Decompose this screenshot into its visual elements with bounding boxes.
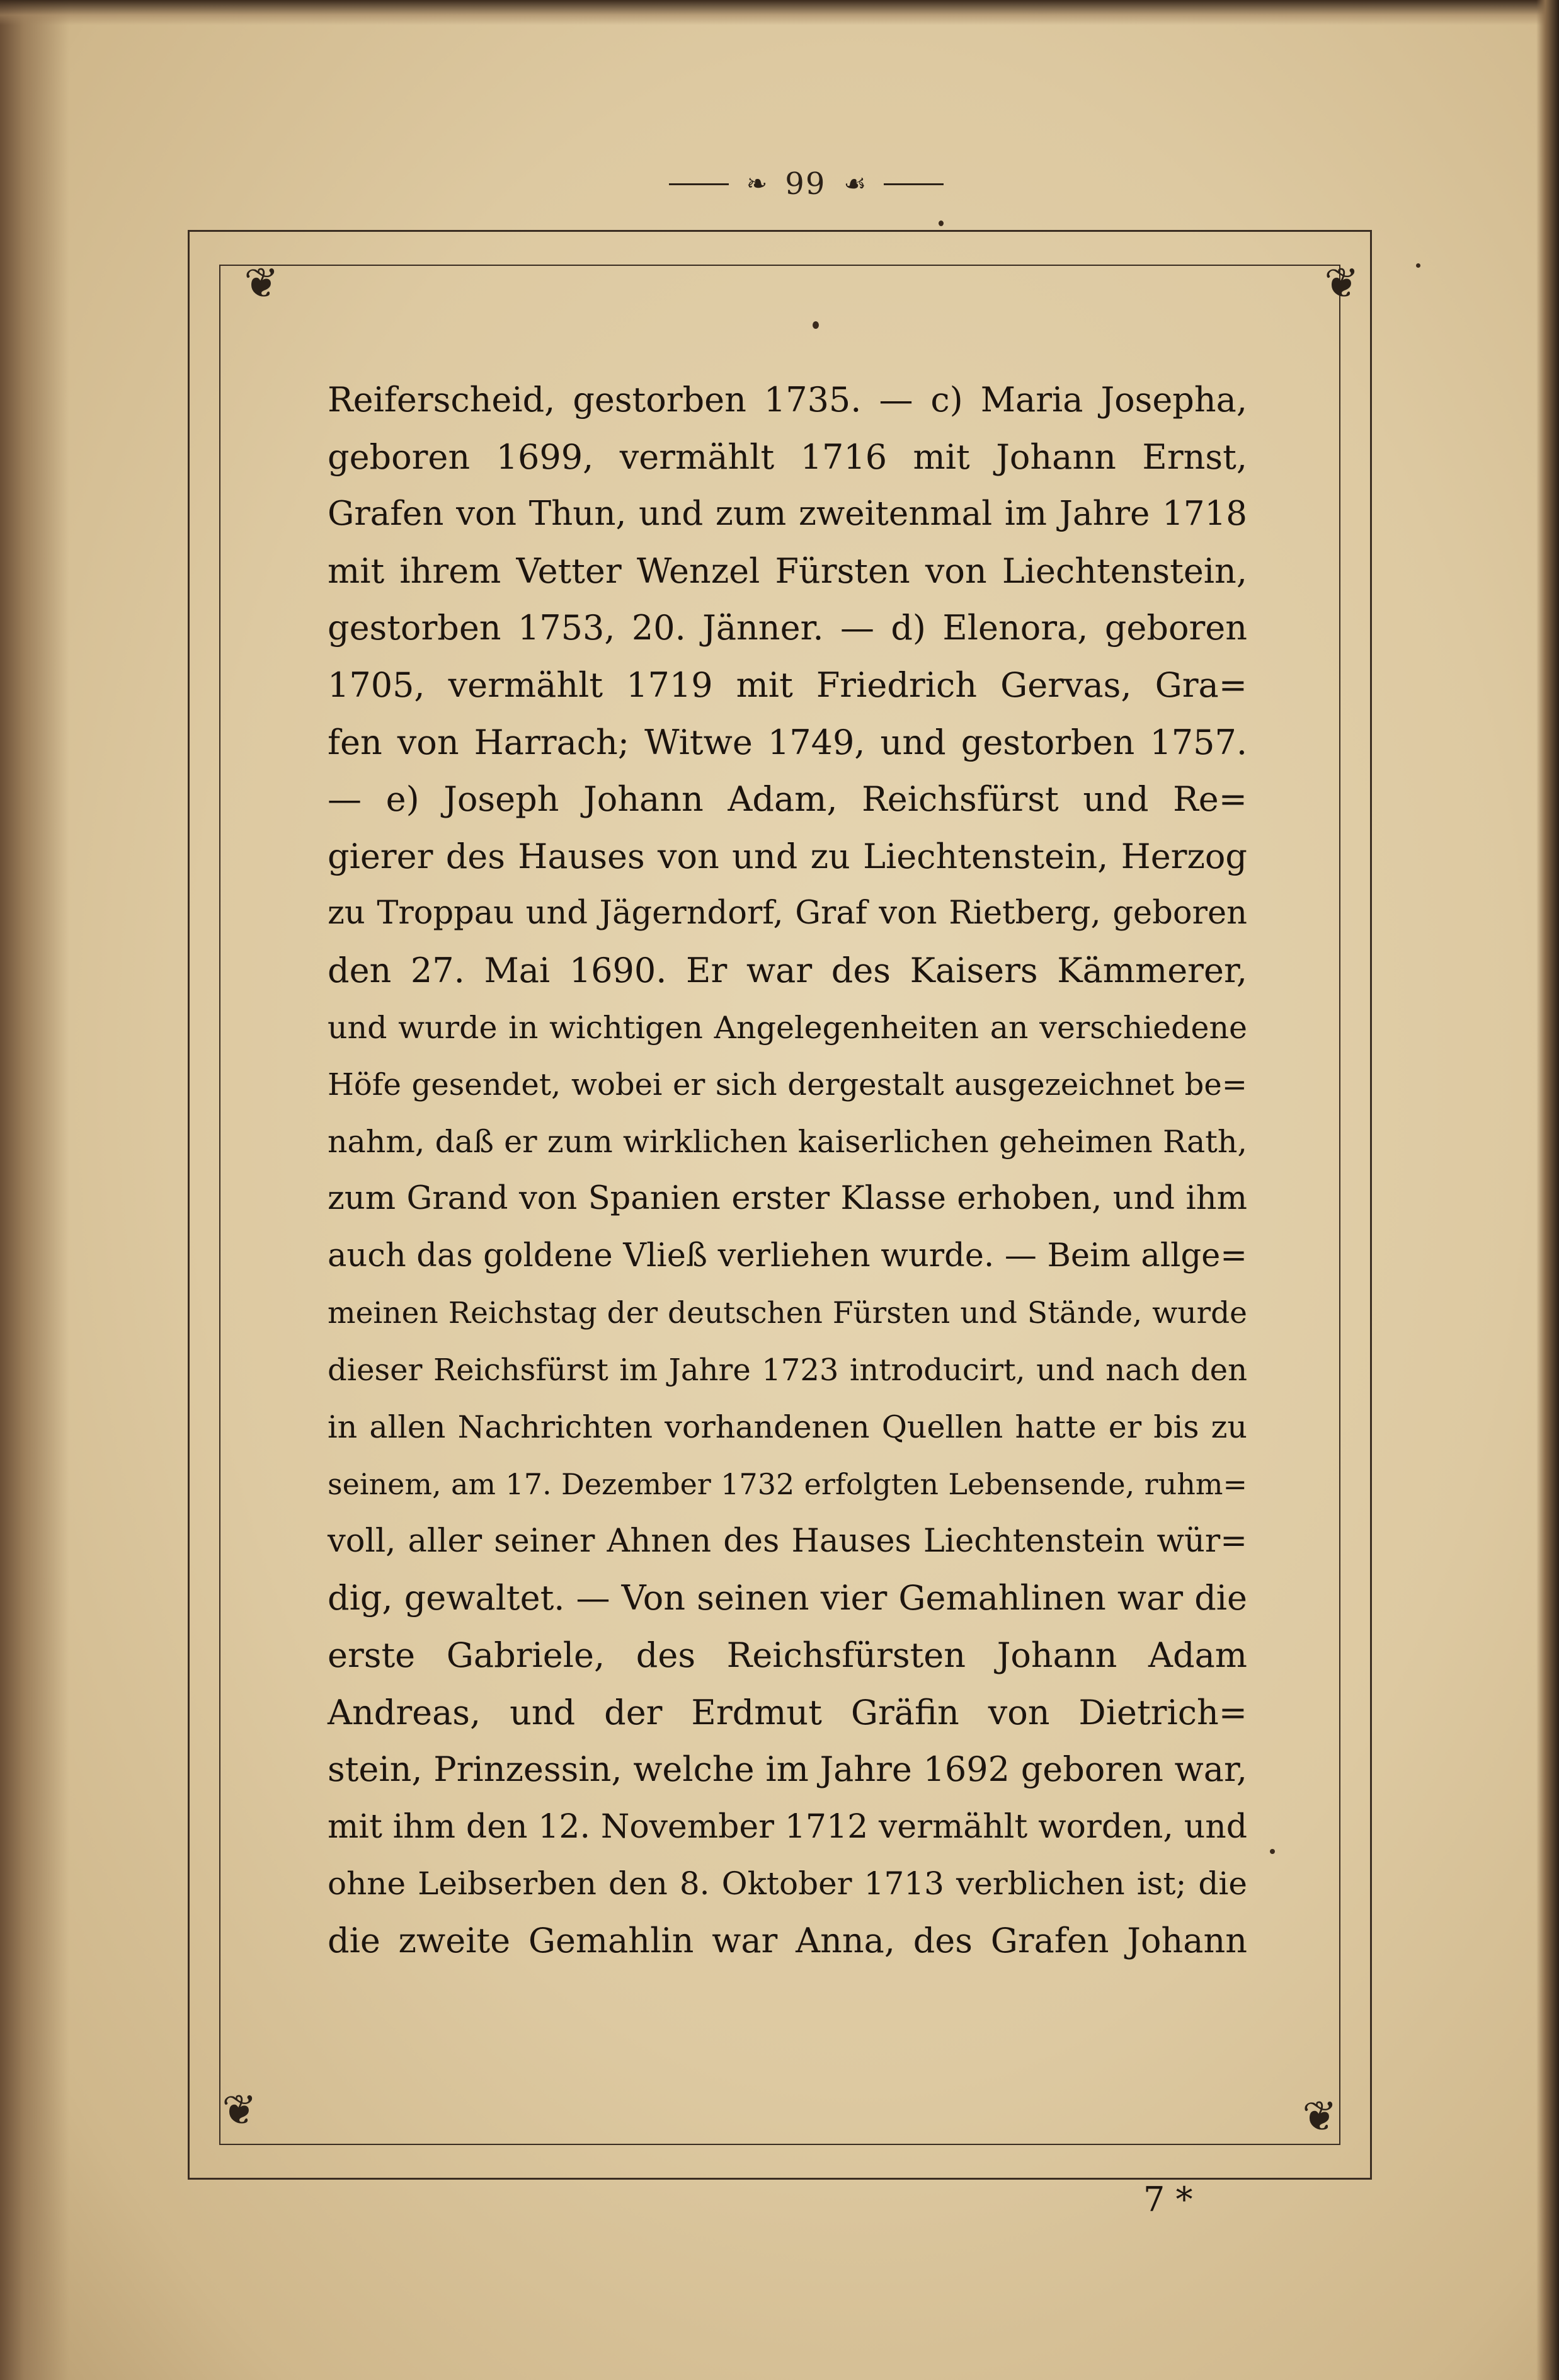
header-rule-right — [884, 183, 944, 185]
text-line: dig, gewaltet. — Von seinen vier Gemahlinen war die — [328, 1578, 1247, 1618]
text-line: meinen Reichstag der deutschen Fürsten und Stände, wurde — [328, 1295, 1247, 1330]
body-text — [328, 372, 1247, 1970]
text-line: Andreas, und der Erdmut Gräfin von Dietrich= — [328, 1692, 1247, 1732]
corner-ornament-bottom-right-icon: ❦ — [1302, 2092, 1337, 2141]
corner-ornament-top-left-icon: ❦ — [244, 259, 279, 307]
fleuron-left-icon: ❧ — [746, 169, 768, 198]
right-edge-shadow — [1536, 0, 1559, 2380]
fleuron-right-icon: ☙ — [843, 169, 867, 198]
text-line: ohne Leibserben den 8. Oktober 1713 verblichen ist; die — [328, 1865, 1247, 1902]
text-line: und wurde in wichtigen Angelegenheiten an verschiedene — [328, 1009, 1247, 1046]
text-line: Reiferscheid, gestorben 1735. — c) Maria Josepha, — [328, 380, 1247, 420]
text-line: nahm, daß er zum wirklichen kaiserlichen geheimen Rath, — [328, 1123, 1247, 1160]
text-line: gierer des Hauses von und zu Liechtenstein, Herzog — [328, 836, 1247, 876]
text-line: zu Troppau und Jägerndorf, Graf von Rietberg, geboren — [328, 895, 1247, 932]
spine-shadow — [0, 0, 69, 2380]
text-line: geboren 1699, vermählt 1716 mit Johann Ernst, — [328, 437, 1247, 477]
running-header — [642, 165, 970, 203]
corner-ornament-bottom-left-icon: ❦ — [222, 2086, 257, 2134]
text-line: — e) Joseph Johann Adam, Reichsfürst und Re= — [328, 779, 1247, 820]
corner-ornament-top-right-icon: ❦ — [1324, 259, 1359, 307]
text-line: in allen Nachrichten vorhandenen Quellen hatte er bis zu — [328, 1409, 1247, 1445]
top-edge-shadow — [0, 0, 1559, 25]
text-line: voll, aller seiner Ahnen des Hauses Liechtenstein wür= — [328, 1522, 1247, 1560]
text-line: fen von Harrach; Witwe 1749, und gestorben 1757. — [328, 722, 1247, 762]
text-line: auch das goldene Vließ verliehen wurde. — Beim allge= — [328, 1237, 1247, 1274]
text-line: zum Grand von Spanien erster Klasse erhoben, und ihm — [328, 1180, 1247, 1218]
text-line: seinem, am 17. Dezember 1732 erfolgten Lebensende, ruhm= — [328, 1467, 1247, 1502]
paper-speck — [939, 220, 944, 226]
text-line: Höfe gesendet, wobei er sich dergestalt ausgezeichnet be= — [328, 1067, 1247, 1103]
page-number: 99 — [785, 166, 826, 202]
text-line: stein, Prinzessin, welche im Jahre 1692 geboren war, — [328, 1749, 1247, 1790]
signature-mark: 7 * — [1143, 2180, 1193, 2219]
header-rule-left — [669, 183, 729, 185]
text-line: den 27. Mai 1690. Er war des Kaisers Kämmerer, — [328, 950, 1247, 990]
text-line: 1705, vermählt 1719 mit Friedrich Gervas, Gra= — [328, 665, 1247, 705]
paper-speck — [813, 321, 819, 329]
text-line: erste Gabriele, des Reichsfürsten Johann Adam — [328, 1635, 1247, 1676]
text-line: mit ihm den 12. November 1712 vermählt worden, und — [328, 1807, 1247, 1846]
text-line: mit ihrem Vetter Wenzel Fürsten von Liechtenstein, — [328, 551, 1247, 591]
text-line: Grafen von Thun, und zum zweitenmal im Jahre 1718 — [328, 495, 1247, 534]
paper-speck — [1270, 1849, 1275, 1854]
text-line: gestorben 1753, 20. Jänner. — d) Elenora, geboren — [328, 608, 1247, 648]
text-line: die zweite Gemahlin war Anna, des Grafen Johann — [328, 1921, 1247, 1961]
text-line: dieser Reichsfürst im Jahre 1723 introducirt, und nach den — [328, 1353, 1247, 1388]
paper-speck — [1416, 263, 1420, 268]
